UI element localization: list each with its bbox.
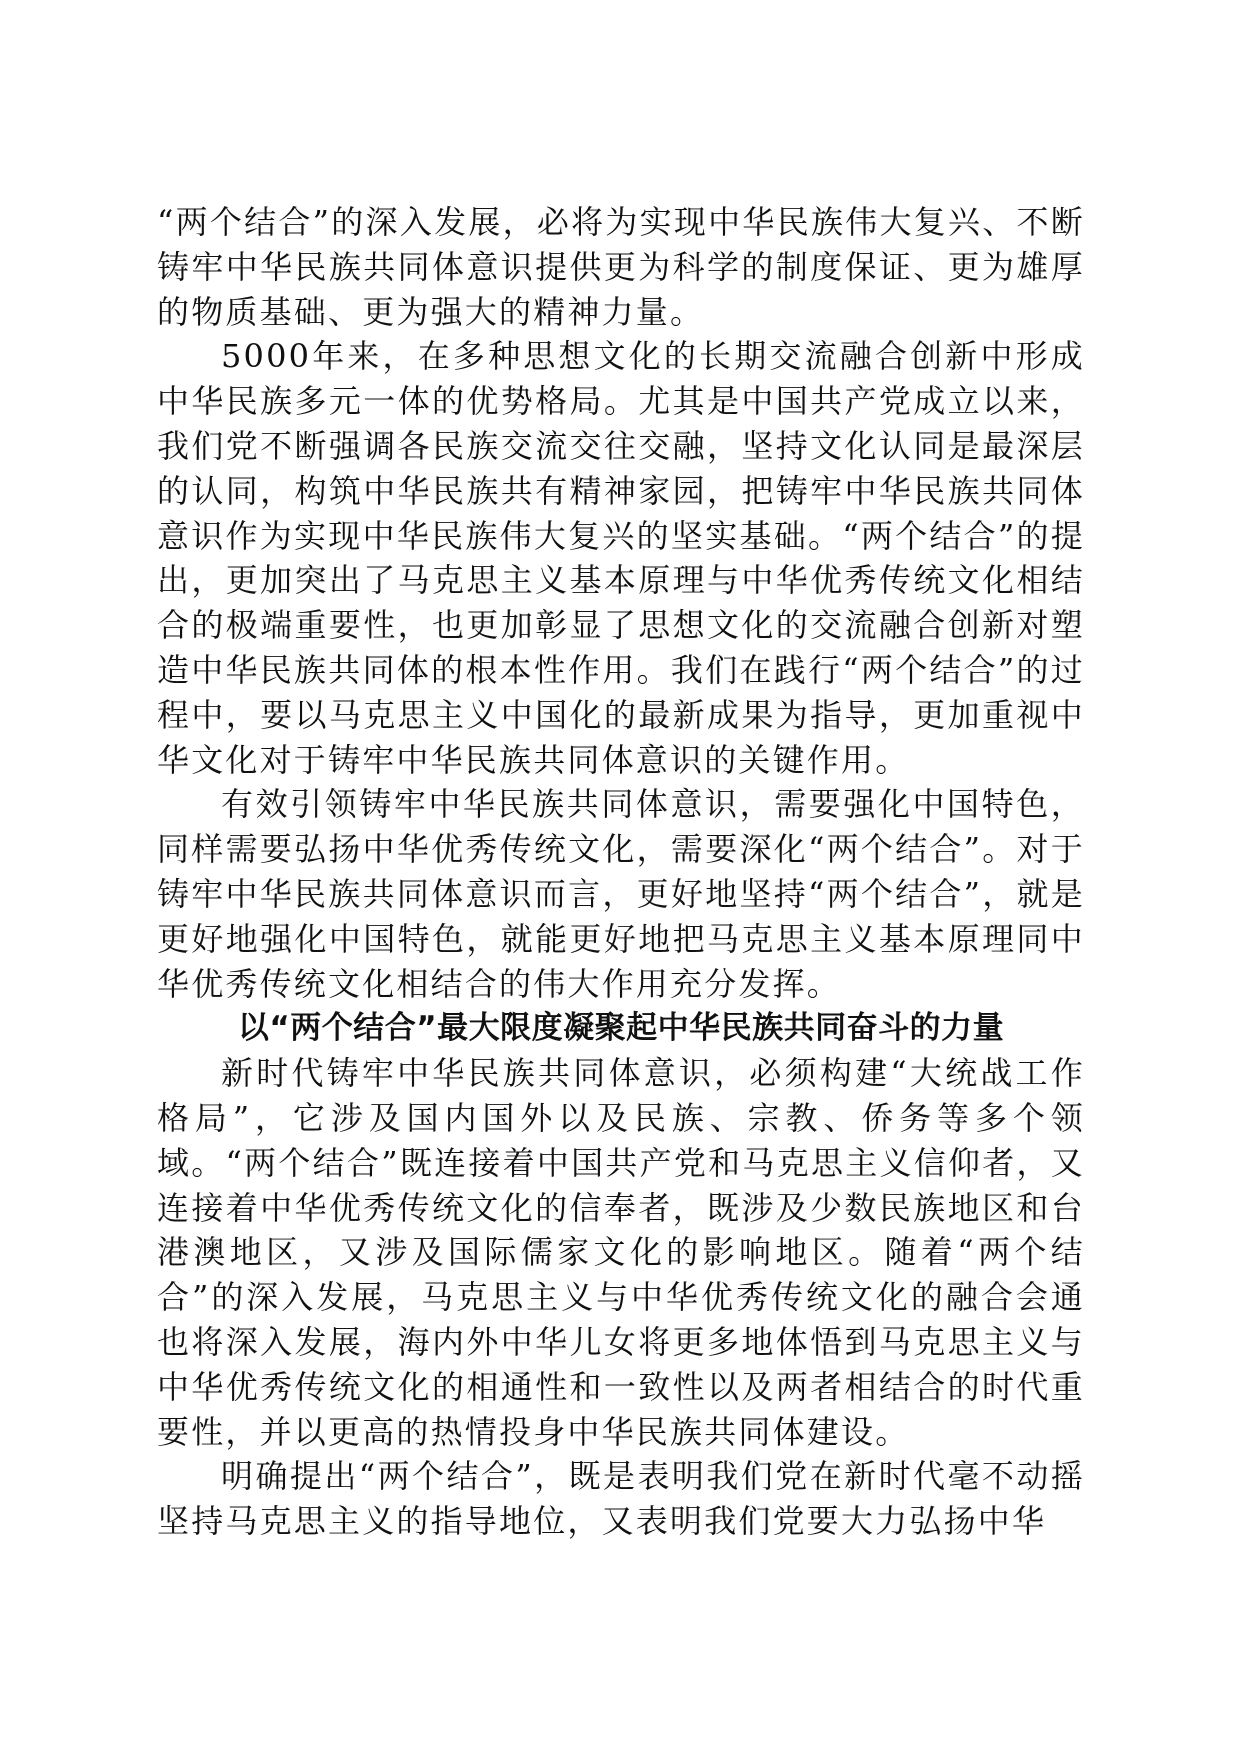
paragraph-effective-guidance: 有效引领铸牢中华民族共同体意识，需要强化中国特色，同样需要弘扬中华优秀传统文化，需要深化“两个结合”。对于铸牢中华民族共同体意识而言，更好地坚持“两个结合”，就是更好地强化中国特色，就能更好地把马克思主义基本原理同中华优秀传统文化相结合的伟大作用充分发挥。 [157,785,1085,1003]
document-page [157,200,1085,1544]
paragraph-clearly-proposed: 明确提出“两个结合”，既是表明我们党在新时代毫不动摇坚持马克思主义的指导地位，又表明我们党要大力弘扬中华 [157,1457,1085,1541]
paragraph-new-era: 新时代铸牢中华民族共同体意识，必须构建“大统战工作格局”，它涉及国内国外以及民族、宗教、侨务等多个领域。“两个结合”既连接着中国共产党和马克思主义信仰者，又连接着中华优秀传统文化的信奉者，既涉及少数民族地区和台港澳地区，又涉及国际儒家文化的影响地区。随着“两个结合”的深入发展，马克思主义与中华优秀传统文化的融合会通也将深入发展，海内外中华儿女将更多地体悟到马克思主义与中华优秀传统文化的相通性和一致性以及两者相结合的时代重要性，并以更高的热情投身中华民族共同体建设。 [157,1054,1085,1451]
paragraph-continuation: “两个结合”的深入发展，必将为实现中华民族伟大复兴、不断铸牢中华民族共同体意识提供更为科学的制度保证、更为雄厚的物质基础、更为强大的精神力量。 [157,203,1085,331]
section-heading: 以“两个结合”最大限度凝聚起中华民族共同奋斗的力量 [237,1010,1005,1047]
paragraph-five-thousand-years: 5000年来，在多种思想文化的长期交流融合创新中形成中华民族多元一体的优势格局。尤其是中国共产党成立以来，我们党不断强调各民族交流交往交融，坚持文化认同是最深层的认同，构筑中华民族共有精神家园，把铸牢中华民族共同体意识作为实现中华民族伟大复兴的坚实基础。“两个结合”的提出，更加突出了马克思主义基本原理与中华优秀传统文化相结合的极端重要性，也更加彰显了思想文化的交流融合创新对塑造中华民族共同体的根本性作用。我们在践行“两个结合”的过程中，要以马克思主义中国化的最新成果为指导，更加重视中华文化对于铸牢中华民族共同体意识的关键作用。 [157,337,1085,779]
